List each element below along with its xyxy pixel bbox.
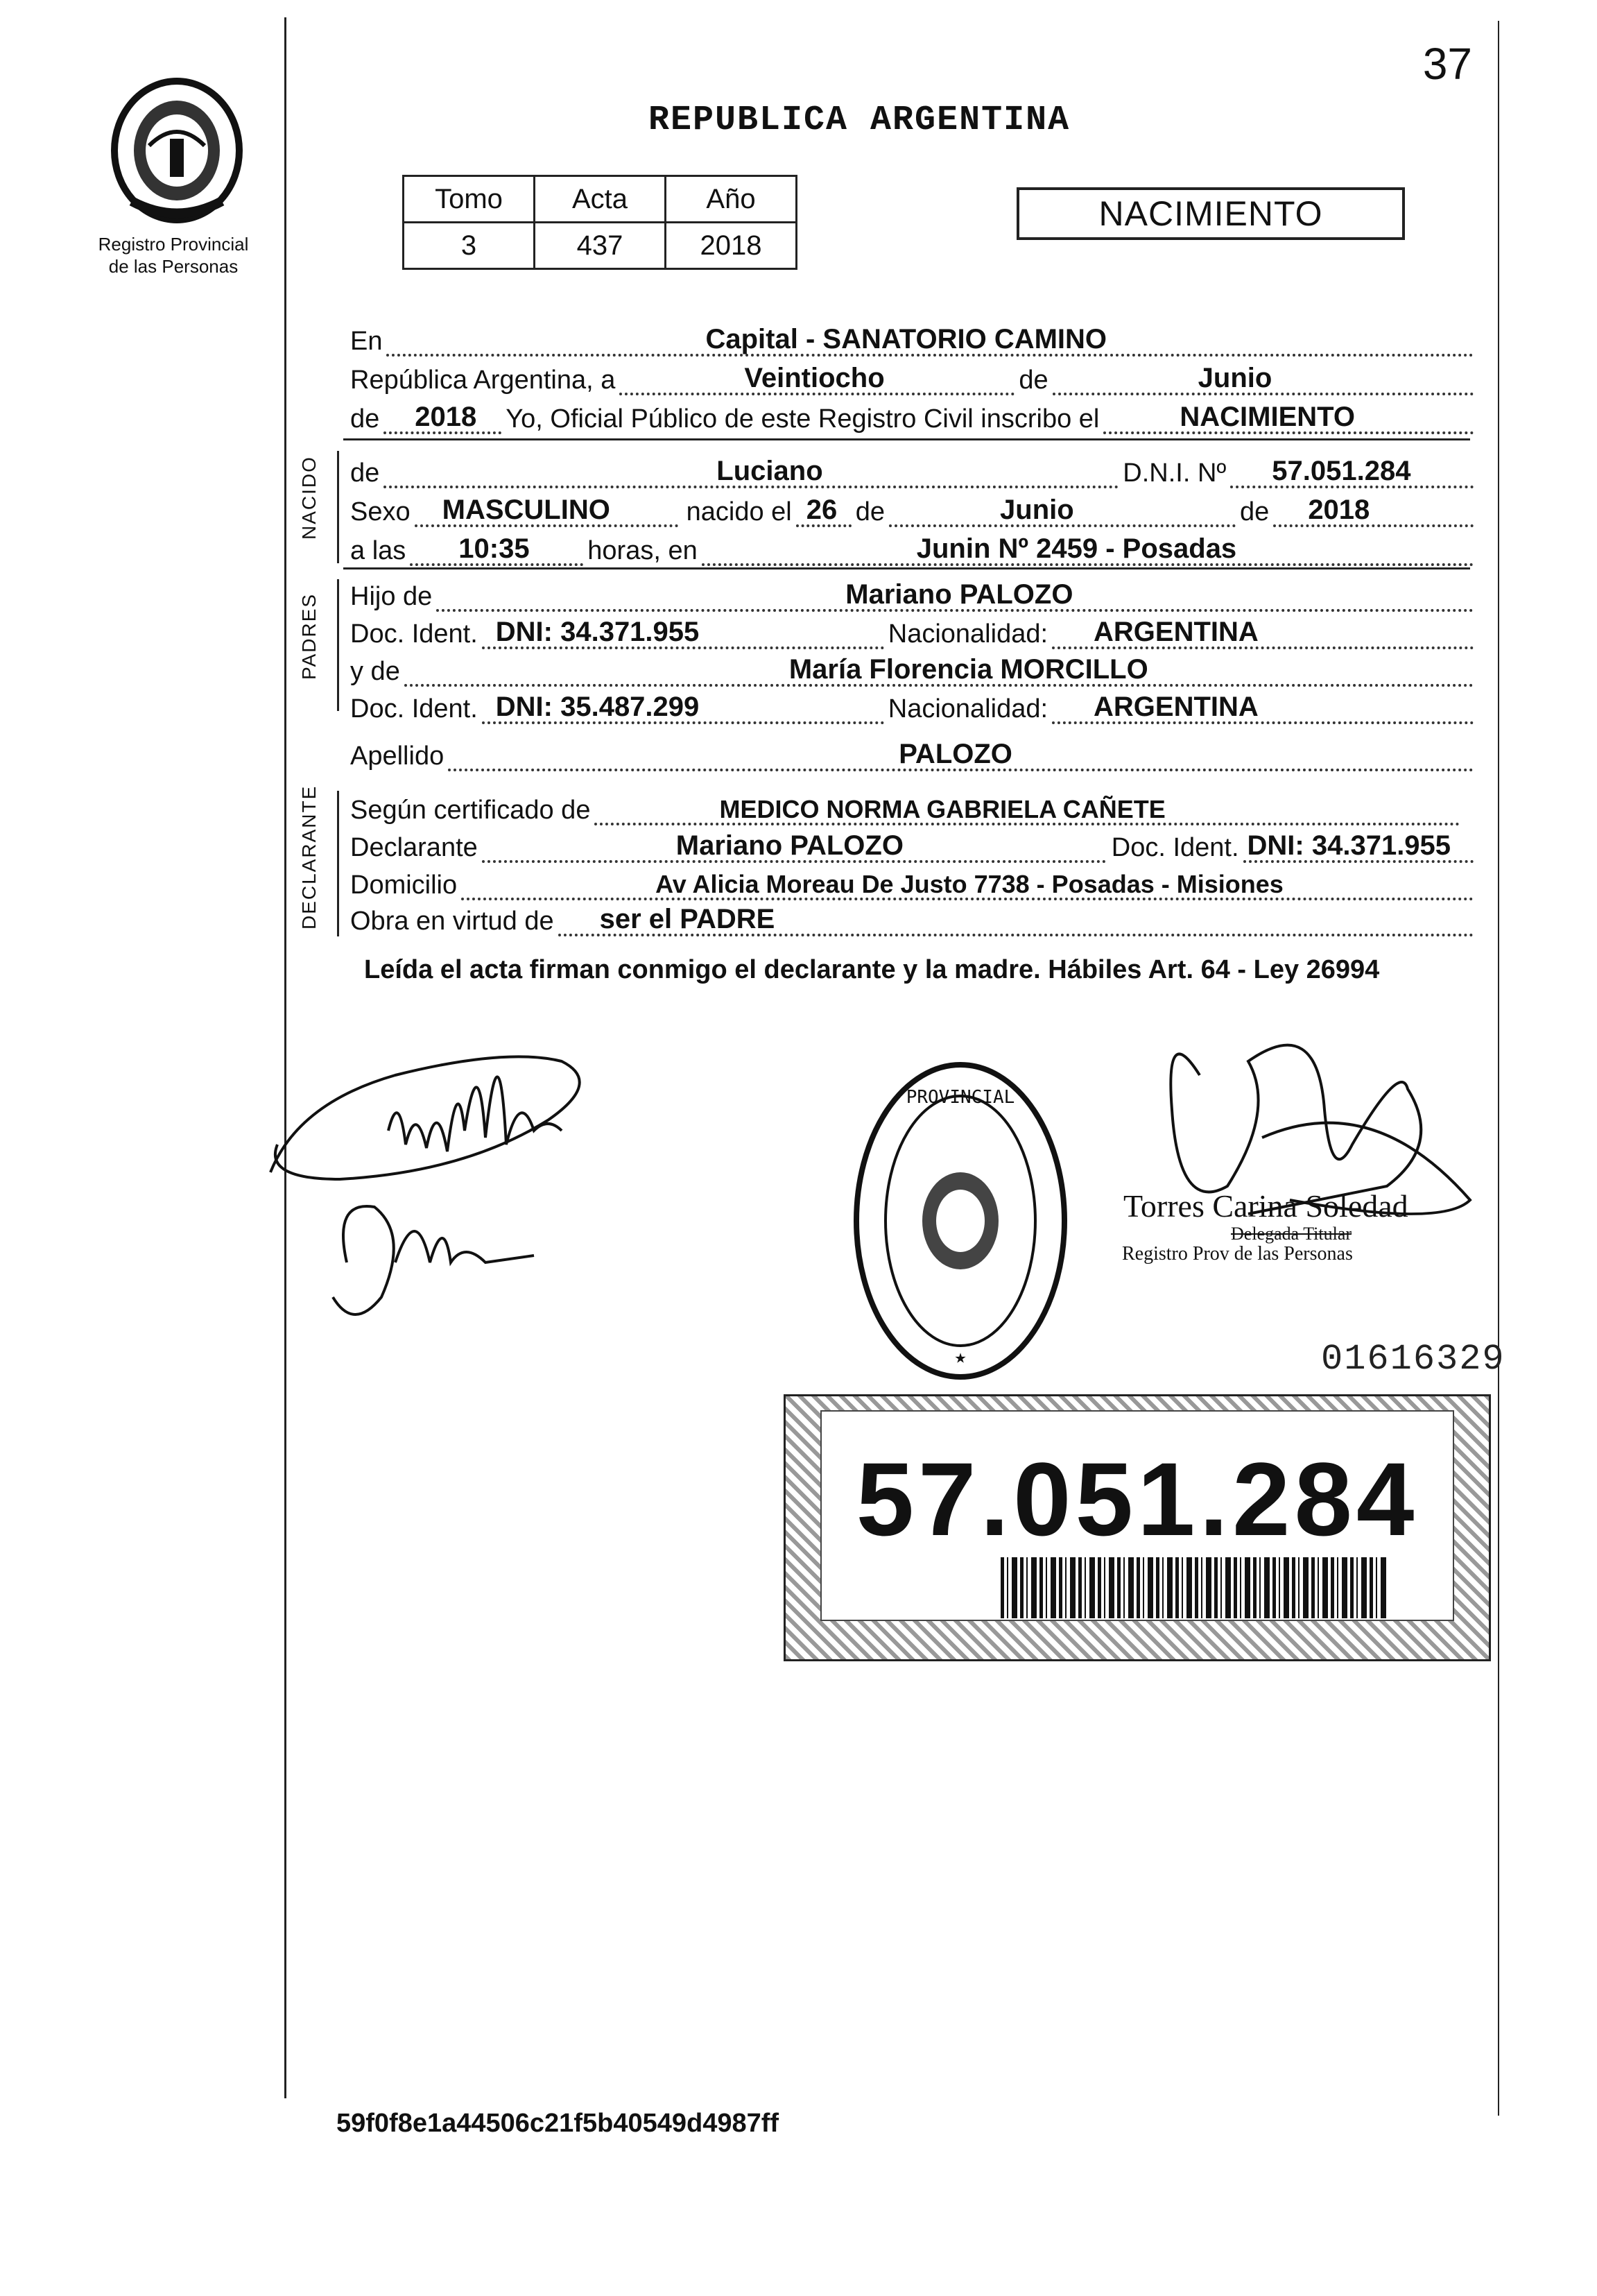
domicilio-value: Av Alicia Moreau De Justo 7738 - Posadas - Misiones (655, 870, 1284, 898)
svg-text:PROVINCIAL: PROVINCIAL (906, 1087, 1015, 1108)
en-value: Capital - SANATORIO CAMINO (705, 324, 1107, 354)
nacido-de-label: de (350, 459, 380, 488)
cert-value: MEDICO NORMA GABRIELA CAÑETE (719, 795, 1166, 823)
obra-label: Obra en virtud de (350, 907, 554, 936)
declarante-bracket (337, 791, 339, 936)
mother-doc-label: Doc. Ident. (350, 694, 478, 723)
acta-value: 437 (535, 223, 666, 269)
de-year-label-2: de (1240, 497, 1270, 526)
page-number: 37 (1422, 39, 1472, 89)
svg-text:★: ★ (954, 1345, 967, 1368)
apellido-label: Apellido (350, 742, 444, 771)
sexo-value: MASCULINO (442, 495, 610, 525)
declarante-value: Mariano PALOZO (675, 830, 904, 861)
nacido-sex-row (350, 491, 1474, 527)
registry-line-2: de las Personas (108, 256, 239, 277)
padres-section-label: PADRES (298, 592, 320, 680)
declarante-row (350, 827, 1474, 863)
birth-day: 26 (806, 495, 838, 525)
nacido-el-label: nacido el (686, 497, 792, 526)
dni-number: 57.051.284 (856, 1441, 1419, 1557)
nacido-section-label: NACIDO (298, 456, 320, 540)
province-seal (97, 76, 257, 229)
official-role: Delegada Titular (1231, 1224, 1352, 1244)
closing-note: Leída el acta firman conmigo el declarante y la madre. Hábiles Art. 64 - Ley 26994 (364, 955, 1380, 984)
registry-caption (80, 233, 267, 277)
separator-line (343, 438, 1470, 440)
de-label: de (1019, 366, 1048, 395)
place-row (350, 320, 1474, 357)
tomo-value: 3 (404, 223, 535, 269)
cert-label: Según certificado de (350, 796, 591, 825)
father-row (350, 576, 1474, 612)
acta-header: Acta (535, 176, 666, 223)
birth-place: Junin Nº 2459 - Posadas (916, 533, 1237, 564)
document-title: REPUBLICA ARGENTINA (648, 101, 1071, 140)
nacido-time-row (350, 530, 1474, 566)
year-value: 2018 (415, 402, 477, 432)
nacido-name-row (350, 452, 1474, 488)
inscribe-row (350, 398, 1474, 434)
declarante-section-label: DECLARANTE (298, 785, 320, 929)
y-de-label: y de (350, 657, 400, 686)
barcode (1001, 1557, 1389, 1618)
cert-row (350, 789, 1460, 825)
father-nat-label: Nacionalidad: (888, 619, 1048, 649)
mother-doc-row (350, 688, 1474, 724)
apellido-row (350, 735, 1474, 771)
dni-sticker (784, 1394, 1491, 1661)
father-doc: DNI: 34.371.955 (495, 617, 700, 647)
mother-nationality: ARGENTINA (1094, 692, 1259, 722)
mother-name: María Florencia MORCILLO (788, 654, 1148, 685)
domicilio-row (350, 864, 1474, 900)
mother-nat-label: Nacionalidad: (888, 694, 1048, 723)
declarante-label: Declarante (350, 833, 478, 862)
oficial-label: Yo, Oficial Público de este Registro Civil inscribo el (506, 404, 1100, 434)
nacido-bracket (337, 451, 339, 563)
birth-time: 10:35 (458, 533, 530, 564)
registry-line-1: Registro Provincial (98, 234, 249, 255)
child-name: Luciano (716, 456, 823, 486)
child-dni: 57.051.284 (1272, 456, 1411, 486)
ano-value: 2018 (666, 223, 797, 269)
republica-label: República Argentina, a (350, 366, 616, 395)
domicilio-label: Domicilio (350, 871, 458, 900)
document-hash: 59f0f8e1a44506c21f5b40549d4987ff (336, 2109, 779, 2138)
ano-header: Año (666, 176, 797, 223)
de-month-label: de (855, 497, 886, 526)
mother-row (350, 651, 1474, 687)
official-seal (846, 1054, 1082, 1401)
birth-year: 2018 (1308, 495, 1370, 525)
dni-panel (820, 1410, 1454, 1621)
obra-row (350, 900, 1474, 936)
apellido-value: PALOZO (899, 739, 1012, 769)
date-row (350, 359, 1474, 395)
right-margin-line (1498, 21, 1499, 2116)
mother-doc: DNI: 35.487.299 (495, 692, 700, 722)
father-doc-label: Doc. Ident. (350, 619, 478, 649)
padres-bracket (337, 579, 339, 711)
separator-line (343, 567, 1470, 569)
father-doc-row (350, 613, 1474, 649)
en-label: En (350, 327, 383, 356)
obra-value: ser el PADRE (599, 904, 775, 934)
a-las-label: a las (350, 536, 406, 565)
official-registry: Registro Prov de las Personas (1122, 1243, 1353, 1265)
declarante-doc-label: Doc. Ident. (1111, 833, 1239, 862)
birth-month: Junio (1000, 495, 1074, 525)
dni-label: D.N.I. Nº (1123, 459, 1227, 488)
father-nationality: ARGENTINA (1094, 617, 1259, 647)
record-table (402, 175, 797, 270)
tomo-header: Tomo (404, 176, 535, 223)
inscribe-value: NACIMIENTO (1180, 402, 1355, 432)
horas-label: horas, en (587, 536, 698, 565)
record-type-box: NACIMIENTO (1017, 187, 1405, 240)
day-value: Veintiocho (744, 363, 885, 393)
sexo-label: Sexo (350, 497, 411, 526)
hijo-de-label: Hijo de (350, 582, 433, 611)
official-name: Torres Carina Soledad (1123, 1188, 1408, 1224)
control-number: 01616329 (1321, 1339, 1505, 1380)
de-year-label: de (350, 404, 380, 434)
declarante-doc: DNI: 34.371.955 (1247, 830, 1451, 861)
declarant-signature (257, 971, 687, 1332)
father-name: Mariano PALOZO (845, 579, 1073, 610)
month-value: Junio (1198, 363, 1272, 393)
